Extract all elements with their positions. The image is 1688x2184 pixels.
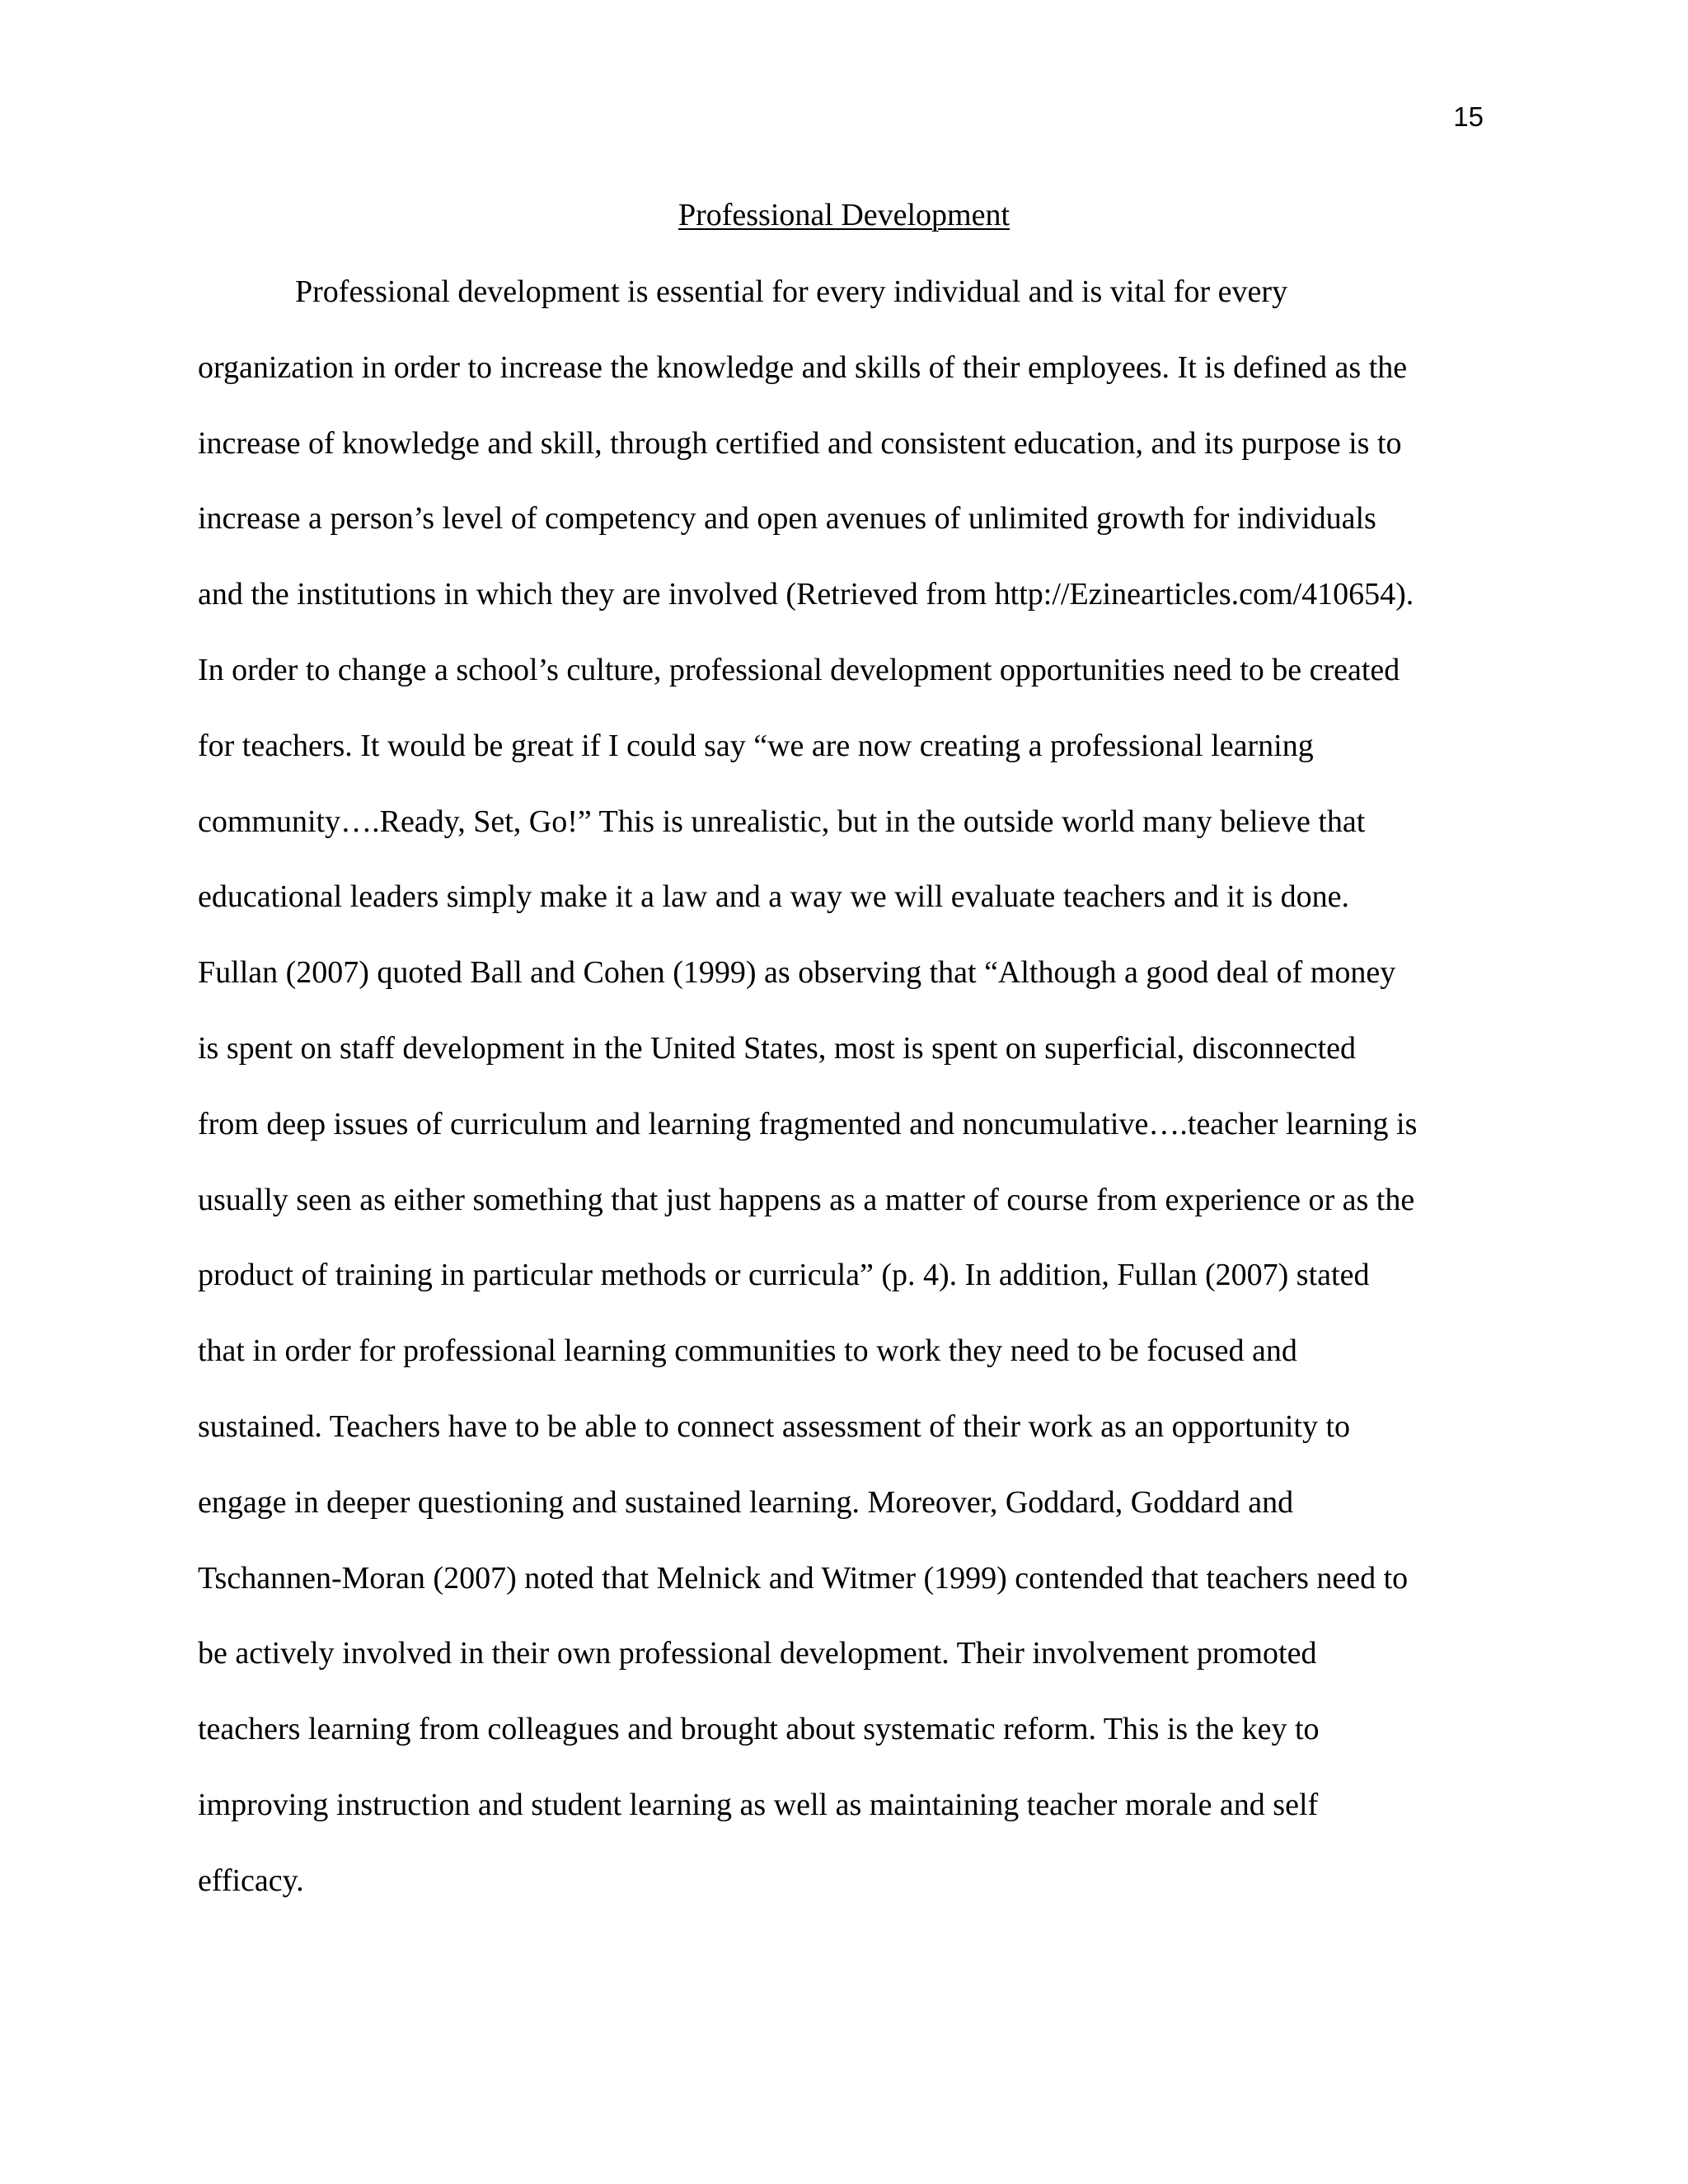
paragraph-line: teachers learning from colleagues and brought about systematic reform. This is the key to [198,1712,1320,1747]
page-number: 15 [1453,101,1484,132]
paragraph-line: increase of knowledge and skill, through certified and consistent education, and its purpose is to [198,425,1402,461]
paragraph-line: community….Ready, Set, Go!” This is unrealistic, but in the outside world many believe that [198,804,1366,839]
paragraph-line: efficacy. [198,1863,304,1898]
paragraph-line: that in order for professional learning communities to work they need to be focused and [198,1333,1297,1369]
section-heading-text: Professional Development [678,198,1010,232]
paragraph-line: improving instruction and student learning as well as maintaining teacher morale and self [198,1787,1319,1822]
paragraph-line: In order to change a school’s culture, professional development opportunities need to be created [198,652,1400,687]
paragraph-line: organization in order to increase the knowledge and skills of their employees. It is defined as the [198,349,1408,385]
paragraph-line: Professional development is essential for every individual and is vital for every [295,274,1288,309]
paragraph-line: usually seen as either something that just happens as a matter of course from experience or as the [198,1182,1415,1217]
body-paragraph [198,272,1558,1937]
paragraph-line: from deep issues of curriculum and learning fragmented and noncumulative….teacher learning is [198,1106,1418,1141]
paragraph-line: Fullan (2007) quoted Ball and Cohen (1999) as observing that “Although a good deal of money [198,955,1396,991]
paragraph-line: sustained. Teachers have to be able to connect assessment of their work as an opportunity to [198,1408,1351,1444]
paragraph-line: for teachers. It would be great if I could say “we are now creating a professional learning [198,728,1314,763]
paragraph-line: is spent on staff development in the United States, most is spent on superficial, disconnected [198,1030,1357,1066]
paragraph-line: educational leaders simply make it a law and a way we will evaluate teachers and it is done. [198,879,1350,915]
paragraph-line: and the institutions in which they are involved (Retrieved from http://Ezinearticles.com/410654). [198,577,1414,612]
paragraph-line: increase a person’s level of competency and open avenues of unlimited growth for individuals [198,501,1376,537]
paragraph-line: Tschannen-Moran (2007) noted that Melnick and Witmer (1999) contended that teachers need to [198,1560,1409,1596]
paragraph-line: engage in deeper questioning and sustained learning. Moreover, Goddard, Goddard and [198,1484,1294,1520]
paragraph-line: be actively involved in their own professional development. Their involvement promoted [198,1636,1317,1671]
section-heading [0,195,1688,235]
paragraph-line: product of training in particular methods or curricula” (p. 4). In addition, Fullan (2007) stated [198,1258,1370,1293]
